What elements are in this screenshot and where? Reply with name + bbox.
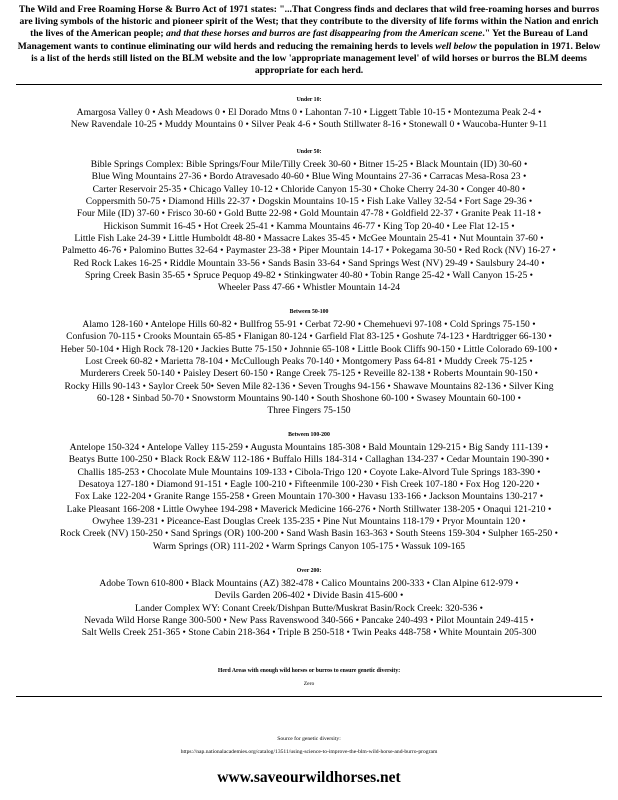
section-heading-100-200: Between 100-200 <box>288 432 330 438</box>
herd-line: Rocky Hills 90-143 • Saylor Creek 50• Seven Mile 82-136 • Seven Troughs 94-156 • Shawave Mountains 82-136 • Silver King <box>64 380 554 392</box>
intro-emphasis-disappearing: and that these horses and burros are fast disappearing from the American scene <box>166 28 483 40</box>
herd-line: Hickison Summit 16-45 • Hot Creek 25-41 • Kamma Mountains 46-77 • King Top 20-40 • Lee Flat 12-15 • <box>103 220 515 232</box>
herd-line: Lost Creek 60-82 • Marietta 78-104 • McCullough Peaks 70-140 • Montgomery Pass 64-81 • Muddy Creek 75-125 • <box>85 356 533 368</box>
herd-line: Challis 185-253 • Chocolate Mule Mountains 109-133 • Cibola-Trigo 120 • Coyote Lake-Alvord Tule Springs 183-390 • <box>77 466 541 478</box>
divider-top <box>16 84 602 85</box>
section-heading-under-50: Under 50: <box>296 149 322 155</box>
section-heading-under-10: Under 10: <box>296 97 322 103</box>
herd-line: Lake Pleasant 166-208 • Little Owyhee 194-298 • Maverick Medicine 166-276 • North Stillwater 138-205 • Onaqui 121-210 • <box>66 503 552 515</box>
herd-line: Lander Complex WY: Conant Creek/Dishpan Butte/Muskrat Basin/Rock Creek: 320-536 • <box>135 602 483 614</box>
herd-line: Four Mile (ID) 37-60 • Frisco 30-60 • Gold Butte 22-98 • Gold Mountain 47-78 • Goldfield 22-37 • Granite Peak 11-18 • <box>76 208 542 220</box>
herd-line: Salt Wells Creek 251-365 • Stone Cabin 218-364 • Triple B 250-518 • Twin Peaks 448-758 • White Mountain 205-300 <box>81 627 537 639</box>
herd-line: Alamo 128-160 • Antelope Hills 60-82 • Bullfrog 55-91 • Cerbat 72-90 • Chemehuevi 97-108 • Cold Springs 75-150 • <box>82 319 536 330</box>
section-heading-50-100: Between 50-100 <box>289 309 329 315</box>
herd-line: Carter Reservoir 25-35 • Chicago Valley 10-12 • Chloride Canyon 15-30 • Choke Cherry 24-30 • Conger 40-80 • <box>92 183 526 195</box>
intro-text-3: the population in 1971. Below is a list of the herds still listed on the BLM website and the low 'appropriate management level' of wild horses or burros the BLM deems appropriate for each herd. <box>31 40 601 77</box>
herd-line: Three Fingers 75-150 <box>267 405 351 417</box>
intro-emphasis-well-below: well below <box>435 40 477 52</box>
divider-bottom <box>16 696 602 697</box>
herd-line: Warm Springs (OR) 111-202 • Warm Springs Canyon 105-175 • Wassuk 109-165 <box>152 540 466 552</box>
herd-line: Desatoya 127-180 • Diamond 91-151 • Eagle 100-210 • Fifteenmile 100-230 • Fish Creek 107-180 • Fox Hog 120-220 • <box>78 479 540 491</box>
herd-areas-heading: Herd Areas with enough wild horses or burros to ensure genetic diversity: <box>217 668 401 674</box>
section-list-50-100 <box>10 319 608 418</box>
herd-areas-value: Zero <box>303 681 315 687</box>
intro-text-1: The Wild and Free Roaming Horse & Burro Act of 1971 states: "...That Congress finds and declares that wild free-roaming horses and burros are living symbols of the historic and pioneer spirit of the West; that they contribute to the diversity of life forms within the Nation and enrich the lives of the American people; <box>18 4 600 40</box>
herd-line: Blue Wing Mountains 27-36 • Bordo Atravesado 40-60 • Blue Wing Mountains 27-36 • Carracas Mesa-Rosa 23 • <box>91 171 527 183</box>
herd-line: Amargosa Valley 0 • Ash Meadows 0 • El Dorado Mtns 0 • Lahontan 7-10 • Liggett Table 10-15 • Montezuma Peak 2-4 • <box>76 107 542 118</box>
source-label: Source for genetic diversity: <box>277 736 341 742</box>
herd-line: New Ravendale 10-25 • Muddy Mountains 0 • Silver Peak 4-6 • South Stillwater 8-16 • Stonewall 0 • Waucoba-Hunter 9-11 <box>70 119 548 131</box>
section-list-under-10 <box>10 107 608 132</box>
herd-line: Red Rock Lakes 16-25 • Riddle Mountain 33-56 • Sands Basin 33-64 • Sand Springs West (NV) 29-49 • Saulsbury 24-40 • <box>73 257 545 269</box>
herd-line: Beatys Butte 100-250 • Black Rock E&W 112-186 • Buffalo Hills 184-314 • Callaghan 134-237 • Cedar Mountain 190-390 • <box>68 454 550 466</box>
herd-line: Rock Creek (NV) 150-250 • Sand Springs (OR) 100-200 • Sand Wash Basin 163-363 • South Steens 159-304 • Sulpher 165-250 • <box>60 528 558 540</box>
herd-line: Little Fish Lake 24-39 • Little Humboldt 48-80 • Massacre Lakes 35-45 • McGee Mountain 25-41 • Nut Mountain 37-60 • <box>74 233 544 245</box>
section-list-under-50 <box>10 159 608 295</box>
herd-line: Bible Springs Complex: Bible Springs/Four Mile/Tilly Creek 30-60 • Bitner 15-25 • Black Mountain (ID) 30-60 • <box>90 159 528 170</box>
herd-line: Coppersmith 50-75 • Diamond Hills 22-37 • Dogskin Mountains 10-15 • Fish Lake Valley 32-54 • Fort Sage 29-36 • <box>85 196 533 208</box>
section-heading-over-200: Over 200: <box>296 568 322 574</box>
herd-line: Palmetto 46-76 • Palomino Buttes 32-64 • Paymaster 23-38 • Piper Mountain 14-17 • Pokegama 30-50 • Red Rock (NV) 16-27 • <box>62 245 556 257</box>
herd-line: Murderers Creek 50-140 • Paisley Desert 60-150 • Range Creek 75-125 • Reveille 82-138 • Roberts Mountain 90-150 • <box>79 368 538 380</box>
herd-line: 60-128 • Sinbad 50-70 • Snowstorm Mountains 90-140 • South Shoshone 60-100 • Swasey Mountain 60-100 • <box>97 393 521 405</box>
website-link[interactable]: www.saveourwildhorses.net <box>217 769 401 786</box>
herd-line: Antelope 150-324 • Antelope Valley 115-259 • Augusta Mountains 185-308 • Bald Mountain 129-215 • Big Sandy 111-139 • <box>69 442 549 453</box>
herd-line: Wheeler Pass 47-66 • Whistler Mountain 14-24 <box>217 282 401 294</box>
intro-paragraph <box>14 4 604 77</box>
herd-line: Nevada Wild Horse Range 300-500 • New Pass Ravenswood 340-566 • Pancake 240-493 • Pilot Mountain 249-415 • <box>84 615 534 627</box>
intro-text-2: ." Yet the Bureau of Land Management wants to continue eliminating our wild herds and reducing the remaining herds to levels <box>17 28 588 52</box>
source-url[interactable]: https://nap.nationalacademies.org/catalog/13511/using-science-to-improve-the-blm-wild-horse-and-burro-program <box>180 749 438 755</box>
herd-line: Confusion 70-115 • Crooks Mountain 65-85 • Flanigan 80-124 • Garfield Flat 83-125 • Goshute 74-123 • Hardtrigger 66-130 • <box>66 331 552 343</box>
herd-line: Fox Lake 122-204 • Granite Range 155-258 • Green Mountain 170-300 • Havasu 133-166 • Jackson Mountains 130-217 • <box>74 491 544 503</box>
herd-line: Heber 50-104 • High Rock 78-120 • Jackies Butte 75-150 • Johnnie 65-108 • Little Book Cliffs 90-150 • Little Colorado 69-100 • <box>60 343 558 355</box>
herd-line: Adobe Town 610-800 • Black Mountains (AZ) 382-478 • Calico Mountains 200-333 • Clan Alpine 612-979 • <box>99 578 519 589</box>
section-list-over-200 <box>10 578 608 640</box>
herd-line: Owyhee 139-231 • Piceance-East Douglas Creek 135-235 • Pine Nut Mountains 118-179 • Pryor Mountain 120 • <box>92 516 526 528</box>
section-list-100-200 <box>10 442 608 553</box>
herd-line: Devils Garden 206-402 • Divide Basin 415-600 • <box>214 590 404 602</box>
herd-line: Spring Creek Basin 35-65 • Spruce Pequop 49-82 • Stinkingwater 40-80 • Tobin Range 25-42 • Wall Canyon 15-25 • <box>85 270 533 282</box>
source-link[interactable] <box>0 746 618 758</box>
